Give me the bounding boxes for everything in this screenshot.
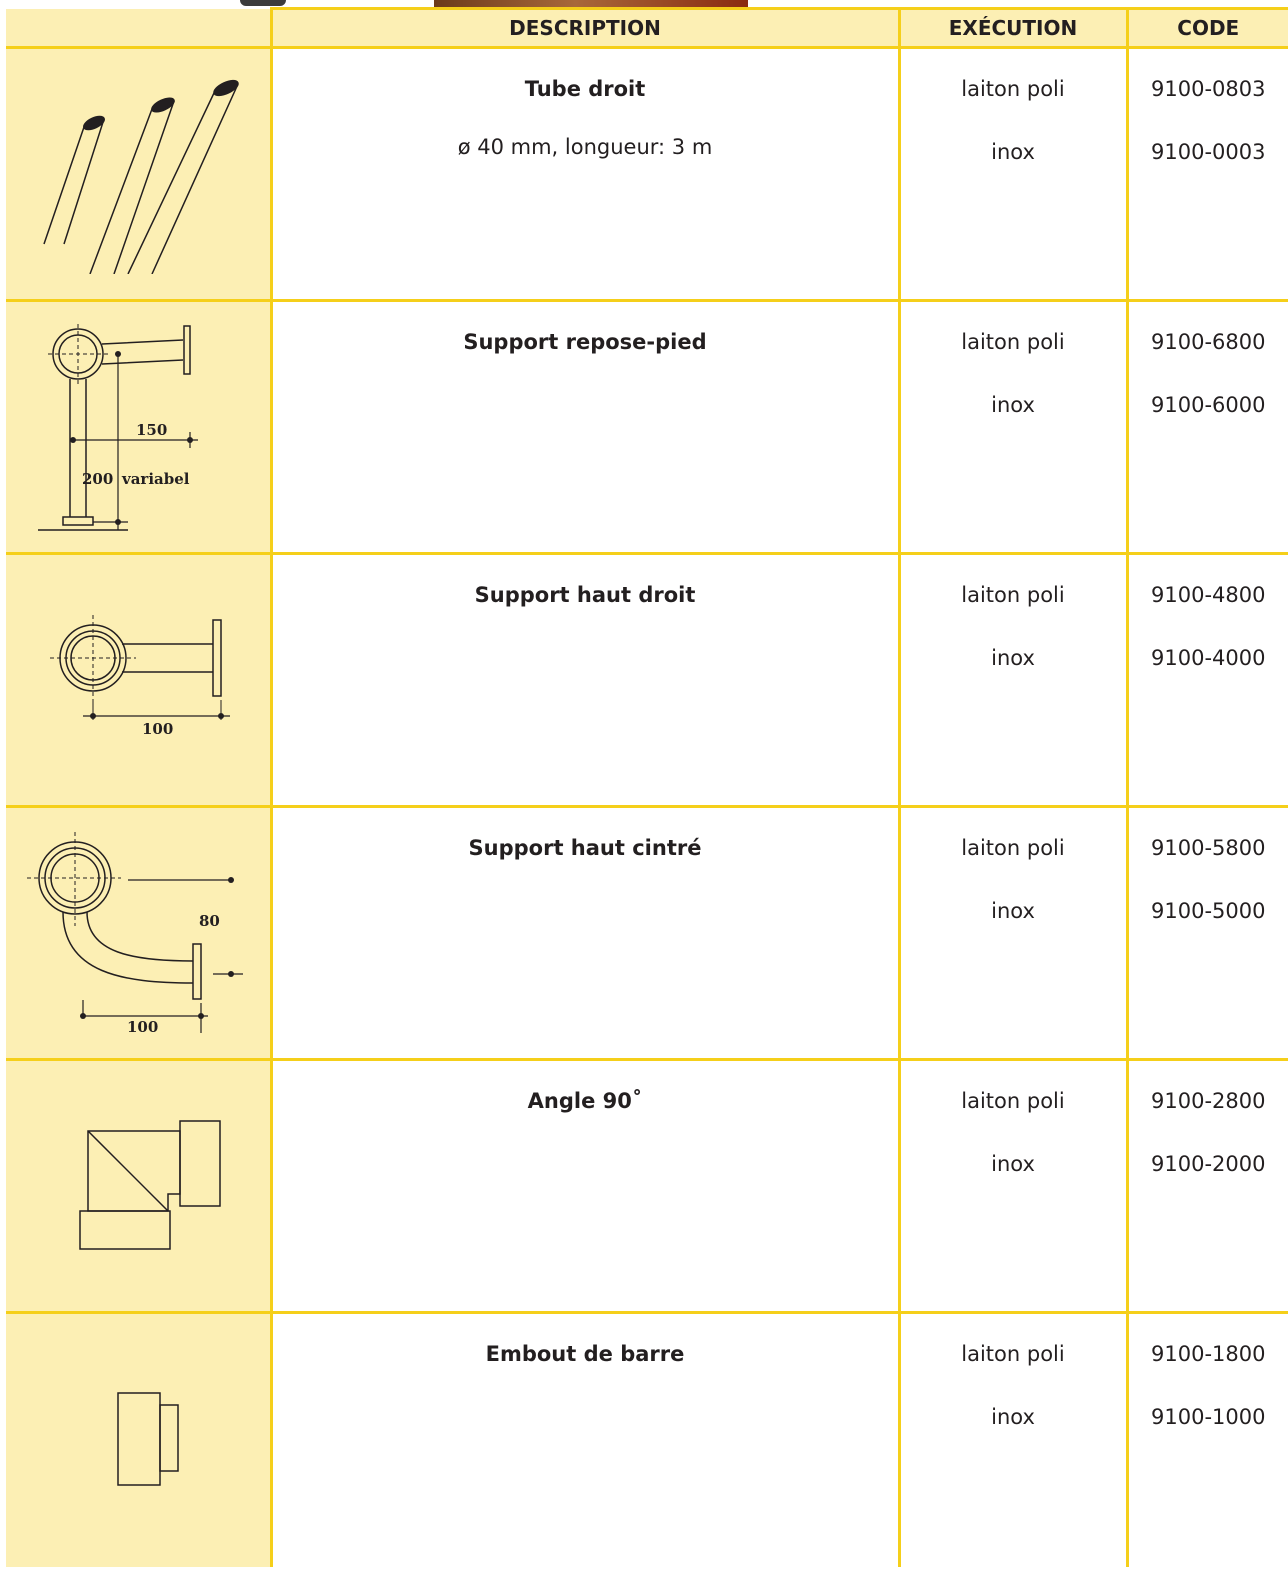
description-cell bbox=[271, 554, 899, 807]
code-cell bbox=[1127, 1313, 1288, 1568]
code-polished-brass: 9100-0803 bbox=[1151, 77, 1266, 101]
finish-polished-brass: laiton poli bbox=[961, 330, 1065, 354]
dim-150: 150 bbox=[135, 421, 168, 439]
decorative-photo-fragment-left bbox=[240, 0, 286, 6]
finish-stainless: inox bbox=[991, 393, 1035, 417]
product-image-cell bbox=[6, 301, 271, 554]
finish-stainless: inox bbox=[991, 1152, 1035, 1176]
finish-polished-brass: laiton poli bbox=[961, 1342, 1065, 1366]
description-cell bbox=[271, 1313, 899, 1568]
straight-top-support-drawing bbox=[18, 610, 258, 750]
dim-variable: variabel bbox=[121, 470, 190, 488]
header-description: DESCRIPTION bbox=[271, 9, 899, 48]
code-stainless: 9100-2000 bbox=[1151, 1152, 1266, 1176]
table-row bbox=[6, 807, 1288, 1060]
code-stainless: 9100-1000 bbox=[1151, 1405, 1266, 1429]
finish-stainless: inox bbox=[991, 899, 1035, 923]
table-row bbox=[6, 1060, 1288, 1313]
dim-200: 200 bbox=[81, 470, 114, 488]
table-row bbox=[6, 48, 1288, 301]
dim-80: 80 bbox=[198, 912, 220, 930]
product-image-cell bbox=[6, 1313, 271, 1568]
code-stainless: 9100-6000 bbox=[1151, 393, 1266, 417]
product-name: Support haut cintré bbox=[468, 836, 702, 860]
finish-stainless: inox bbox=[991, 646, 1035, 670]
footrest-support-drawing bbox=[18, 312, 258, 542]
code-polished-brass: 9100-4800 bbox=[1151, 583, 1266, 607]
decorative-photo-strip bbox=[434, 0, 748, 7]
table-row bbox=[6, 1313, 1288, 1568]
code-stainless: 9100-0003 bbox=[1151, 140, 1266, 164]
header-code: CODE bbox=[1127, 9, 1288, 48]
product-image-cell bbox=[6, 48, 271, 301]
code-polished-brass: 9100-2800 bbox=[1151, 1089, 1266, 1113]
execution-cell bbox=[899, 807, 1127, 1060]
dim-100: 100 bbox=[126, 1018, 159, 1036]
product-image-cell bbox=[6, 1060, 271, 1313]
product-note: ø 40 mm, longueur: 3 m bbox=[457, 135, 713, 159]
bar-end-cap-drawing bbox=[18, 1381, 258, 1501]
code-cell bbox=[1127, 807, 1288, 1060]
description-cell bbox=[271, 48, 899, 301]
product-image-cell bbox=[6, 807, 271, 1060]
finish-polished-brass: laiton poli bbox=[961, 583, 1065, 607]
execution-cell bbox=[899, 48, 1127, 301]
product-image-cell bbox=[6, 554, 271, 807]
description-cell bbox=[271, 807, 899, 1060]
curved-top-support-drawing bbox=[13, 818, 263, 1048]
product-name: Tube droit bbox=[524, 77, 646, 101]
finish-polished-brass: laiton poli bbox=[961, 1089, 1065, 1113]
finish-polished-brass: laiton poli bbox=[961, 836, 1065, 860]
product-name: Angle 90˚ bbox=[527, 1089, 643, 1113]
product-name: Support repose-pied bbox=[463, 330, 707, 354]
angle-90-drawing bbox=[18, 1106, 258, 1266]
table-header-row bbox=[6, 9, 1288, 48]
header-execution: EXÉCUTION bbox=[899, 9, 1127, 48]
header-image-cell bbox=[6, 9, 271, 48]
code-cell bbox=[1127, 301, 1288, 554]
code-polished-brass: 9100-6800 bbox=[1151, 330, 1266, 354]
description-cell bbox=[271, 1060, 899, 1313]
table-row bbox=[6, 301, 1288, 554]
finish-stainless: inox bbox=[991, 140, 1035, 164]
product-name: Embout de barre bbox=[485, 1342, 685, 1366]
finish-stainless: inox bbox=[991, 1405, 1035, 1429]
code-stainless: 9100-5000 bbox=[1151, 899, 1266, 923]
finish-polished-brass: laiton poli bbox=[961, 77, 1065, 101]
table-row bbox=[6, 554, 1288, 807]
code-cell bbox=[1127, 48, 1288, 301]
code-cell bbox=[1127, 1060, 1288, 1313]
code-polished-brass: 9100-1800 bbox=[1151, 1342, 1266, 1366]
execution-cell bbox=[899, 1313, 1127, 1568]
product-name: Support haut droit bbox=[474, 583, 696, 607]
code-stainless: 9100-4000 bbox=[1151, 646, 1266, 670]
straight-tubes-drawing bbox=[18, 74, 258, 274]
description-cell bbox=[271, 301, 899, 554]
code-polished-brass: 9100-5800 bbox=[1151, 836, 1266, 860]
execution-cell bbox=[899, 1060, 1127, 1313]
dim-100: 100 bbox=[141, 720, 174, 738]
execution-cell bbox=[899, 554, 1127, 807]
execution-cell bbox=[899, 301, 1127, 554]
code-cell bbox=[1127, 554, 1288, 807]
product-table bbox=[6, 7, 1288, 1567]
